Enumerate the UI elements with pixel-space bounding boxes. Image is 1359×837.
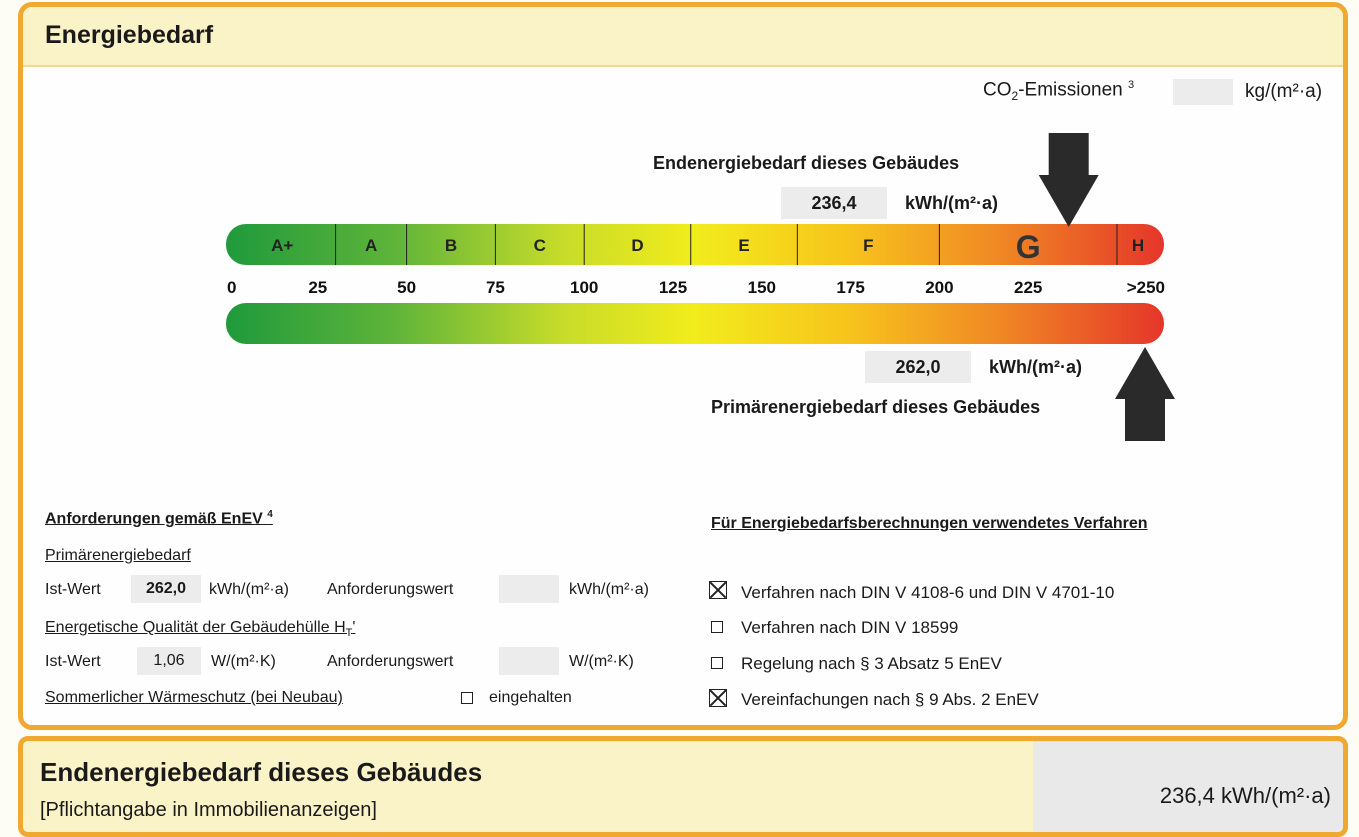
gradient-bar bbox=[226, 303, 1164, 344]
tick-label: 200 bbox=[925, 278, 954, 297]
energy-scale bbox=[23, 7, 1343, 467]
hull-anf-unit: W/(m²·K) bbox=[569, 653, 634, 670]
class-label-b: B bbox=[444, 236, 458, 255]
class-label-a: A bbox=[364, 236, 378, 255]
summary-title: Endenergiebedarf dieses Gebäudes bbox=[40, 757, 483, 787]
section-title: Energiebedarf bbox=[45, 21, 214, 49]
class-label-e: E bbox=[738, 236, 750, 255]
summary-value-box bbox=[1033, 741, 1343, 832]
end-energy-label: Endenergiebedarf dieses Gebäudes bbox=[653, 153, 960, 173]
requirements-title: Anforderungen gemäß EnEV $^4$ bbox=[45, 509, 273, 528]
tick-label: 75 bbox=[485, 278, 505, 297]
end-energy-unit: kWh/(m²·a) bbox=[905, 193, 998, 213]
procedure-title: Für Energiebedarfsberechnungen verwendetes Verfahren bbox=[711, 515, 1148, 532]
class-label-d: D bbox=[631, 236, 644, 255]
end-energy-value: 236,4 bbox=[781, 187, 887, 219]
end-energy-arrow-icon bbox=[1039, 133, 1099, 227]
procedure-checkbox-vereinfachungen[interactable] bbox=[709, 689, 727, 707]
co2-unit: kg/(m²·a) bbox=[1245, 81, 1323, 102]
procedure-checkbox-regelung[interactable] bbox=[711, 657, 723, 669]
primary-anf-value bbox=[499, 575, 559, 603]
class-label-h: H bbox=[1131, 236, 1145, 255]
tick-label: 0 bbox=[227, 278, 237, 297]
summer-protection-option: eingehalten bbox=[489, 689, 572, 706]
co2-label: $CO_2$-Emissionen $^3$ bbox=[983, 79, 1135, 104]
primary-anf-unit: kWh/(m²·a) bbox=[569, 581, 649, 598]
class-label-aplus: A+ bbox=[271, 236, 294, 255]
hull-ist-value: 1,06 bbox=[137, 647, 201, 675]
primary-anf-label: Anforderungswert bbox=[327, 581, 454, 598]
procedure-checkbox-din4108[interactable] bbox=[709, 581, 727, 599]
tick-label: 125 bbox=[658, 278, 688, 297]
primary-ist-label: Ist-Wert bbox=[45, 581, 101, 598]
hull-ist-label: Ist-Wert bbox=[45, 653, 101, 670]
summer-protection-label: Sommerlicher Wärmeschutz (bei Neubau) bbox=[45, 689, 343, 706]
primary-heading: Primärenergiebedarf bbox=[45, 547, 191, 564]
primary-energy-value: 262,0 bbox=[865, 351, 971, 383]
class-label-c: C bbox=[533, 236, 546, 255]
hull-heading: Energetische Qualität der Gebäudehülle $H_T'$ bbox=[45, 619, 356, 640]
energy-demand-panel bbox=[18, 2, 1348, 730]
tick-label: 150 bbox=[747, 278, 776, 297]
summary-panel bbox=[18, 736, 1348, 837]
hull-anf-label: Anforderungswert bbox=[327, 653, 454, 670]
tick-label: >250 bbox=[1126, 278, 1165, 297]
primary-energy-arrow-icon bbox=[1115, 347, 1175, 441]
procedure-option-din4108: Verfahren nach DIN V 4108-6 und DIN V 4701-10 bbox=[741, 583, 1115, 602]
primary-energy-unit: kWh/(m²·a) bbox=[989, 357, 1082, 377]
procedure-option-din18599: Verfahren nach DIN V 18599 bbox=[741, 618, 959, 637]
tick-label: 175 bbox=[836, 278, 865, 297]
summer-protection-checkbox[interactable] bbox=[461, 692, 473, 704]
hull-ist-unit: W/(m²·K) bbox=[211, 653, 276, 670]
class-label-f: F bbox=[863, 236, 874, 255]
hull-anf-value bbox=[499, 647, 559, 675]
summary-value: 236,4 kWh/(m²·a) bbox=[1159, 783, 1331, 808]
tick-label: 100 bbox=[570, 278, 599, 297]
class-label-g: G bbox=[1015, 229, 1041, 265]
primary-energy-label: Primärenergiebedarf dieses Gebäudes bbox=[711, 397, 1041, 417]
tick-label: 25 bbox=[308, 278, 328, 297]
tick-label: 225 bbox=[1014, 278, 1043, 297]
procedure-option-vereinfachungen: Vereinfachungen nach § 9 Abs. 2 EnEV bbox=[741, 690, 1039, 709]
primary-ist-unit: kWh/(m²·a) bbox=[209, 581, 289, 598]
procedure-option-regelung: Regelung nach § 3 Absatz 5 EnEV bbox=[741, 654, 1002, 673]
primary-ist-value: 262,0 bbox=[131, 575, 201, 603]
tick-label: 50 bbox=[397, 278, 417, 297]
procedure-checkbox-din18599[interactable] bbox=[711, 621, 723, 633]
summary-subtitle: [Pflichtangabe in Immobilienanzeigen] bbox=[40, 799, 377, 821]
